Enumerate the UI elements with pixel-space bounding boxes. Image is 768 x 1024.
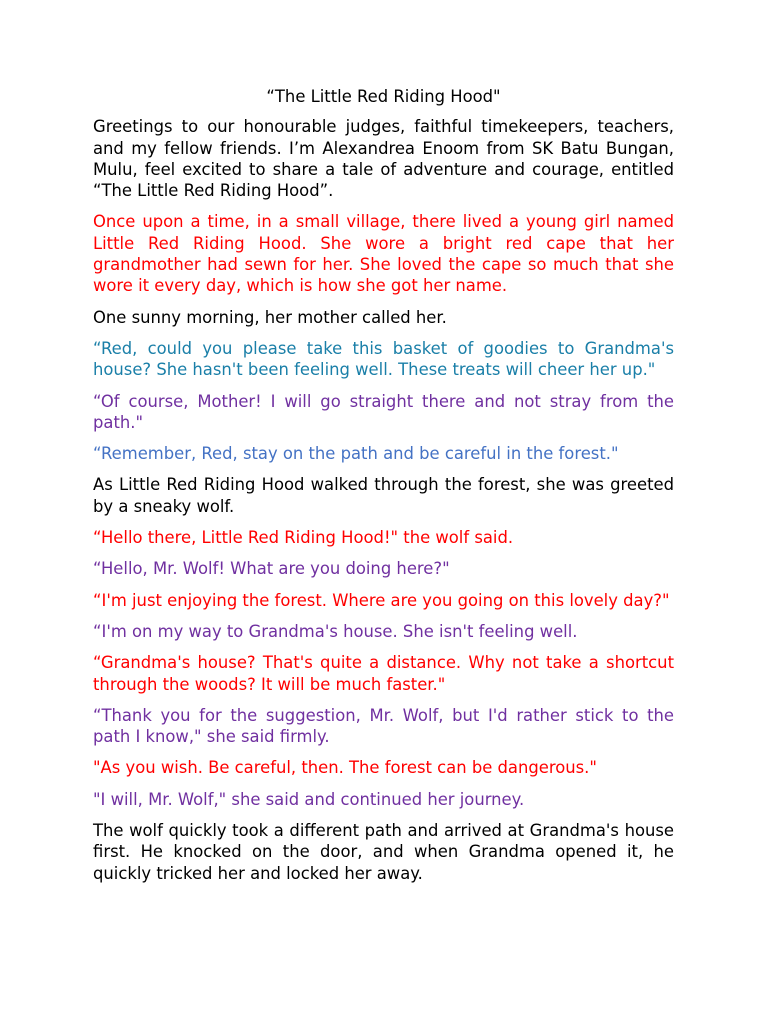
dialogue-mother-request: “Red, could you please take this basket of goodies to Grandma's house? She hasn't been feeling well. These treats will cheer her up." xyxy=(93,338,674,380)
dialogue-wolf-question: “I'm just enjoying the forest. Where are you going on this lovely day?" xyxy=(93,590,670,610)
dialogue-wolf-warning: "As you wish. Be careful, then. The forest can be dangerous." xyxy=(93,758,597,778)
paragraph-narration-intro: Once upon a time, in a small village, there lived a young girl named Little Red Riding Hood. She wore a bright red cape that her grandmother had sewn for her. She loved the cape so much that she wore it every day, which is how she got her name. xyxy=(93,212,674,296)
dialogue-red-decline: “Thank you for the suggestion, Mr. Wolf, but I'd rather stick to the path I know," she said firmly. xyxy=(93,705,674,747)
paragraph-narration-grandma: The wolf quickly took a different path and arrived at Grandma's house first. He knocked on the door, and when Grandma opened it, he quickly tricked her and locked her away. xyxy=(93,821,674,883)
dialogue-red-farewell: "I will, Mr. Wolf," she said and continued her journey. xyxy=(93,789,525,809)
dialogue-mother-warning: “Remember, Red, stay on the path and be careful in the forest." xyxy=(93,444,619,464)
paragraph-narration-morning: One sunny morning, her mother called her. xyxy=(93,307,447,327)
paragraph-greeting: Greetings to our honourable judges, faithful timekeepers, teachers, and my fellow friends. I’m Alexandrea Enoom from SK Batu Bungan, Mulu, feel excited to share a tale of adventure and courage, entitled “The Little Red Riding Hood”. xyxy=(93,117,674,201)
dialogue-wolf-greeting: “Hello there, Little Red Riding Hood!" the wolf said. xyxy=(93,528,514,548)
dialogue-red-greeting: “Hello, Mr. Wolf! What are you doing here?" xyxy=(93,559,450,579)
paragraph-narration-forest: As Little Red Riding Hood walked through the forest, she was greeted by a sneaky wolf. xyxy=(93,475,674,516)
dialogue-red-reply: “Of course, Mother! I will go straight there and not stray from the path." xyxy=(93,391,674,432)
dialogue-red-answer: “I'm on my way to Grandma's house. She isn't feeling well. xyxy=(93,621,578,641)
dialogue-wolf-shortcut: “Grandma's house? That's quite a distance. Why not take a shortcut through the woods? It will be much faster." xyxy=(93,653,674,694)
document-page xyxy=(93,86,674,894)
document-title: “The Little Red Riding Hood" xyxy=(266,87,501,106)
